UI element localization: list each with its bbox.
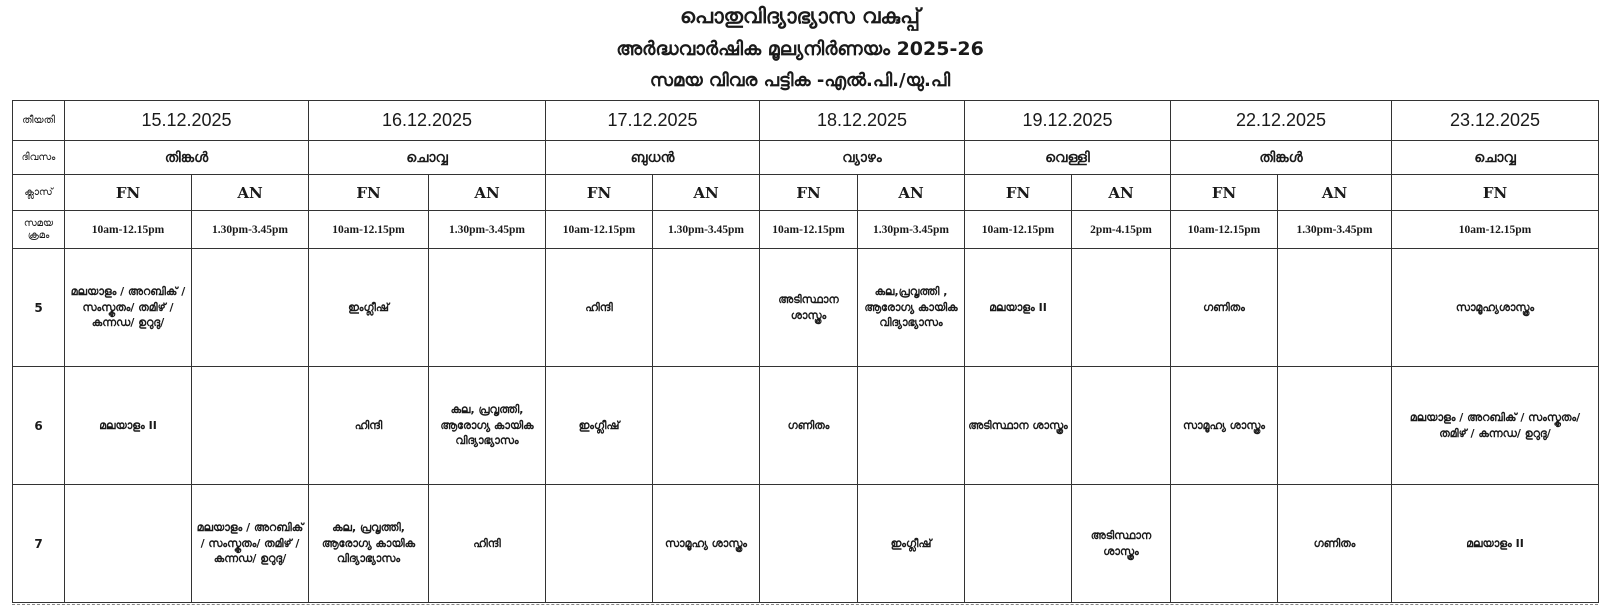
class-row: [13, 485, 1599, 603]
session-cell: FN: [1171, 175, 1278, 211]
date-cell: 17.12.2025: [546, 101, 760, 141]
subject-cell: ഹിന്ദി: [309, 367, 429, 485]
subject-cell: [760, 485, 858, 603]
date-cell: 16.12.2025: [309, 101, 546, 141]
subject-cell: ഹിന്ദി: [429, 485, 546, 603]
class-row-label: ക്ലാസ്: [13, 175, 65, 211]
session-cell: AN: [858, 175, 965, 211]
subject-cell: മലയാളം II: [1392, 485, 1599, 603]
time-cell: 10am-12.15pm: [546, 211, 653, 249]
subject-cell: മലയാളം / അറബിക് / സംസ്കൃതം/ തമിഴ് / കന്നഡ/ ഉറുദു/: [192, 485, 309, 603]
subject-cell: കല, പ്രവൃത്തി, ആരോഗ്യ കായിക വിദ്യാഭ്യാസം: [429, 367, 546, 485]
session-cell: FN: [546, 175, 653, 211]
subject-cell: മലയാളം / അറബിക് / സംസ്കൃതം/ തമിഴ് / കന്നഡ/ ഉറുദു/: [65, 249, 192, 367]
subject-cell: ഹിന്ദി: [546, 249, 653, 367]
subject-cell: [546, 485, 653, 603]
subject-cell: [65, 485, 192, 603]
time-cell: 1.30pm-3.45pm: [192, 211, 309, 249]
subject-cell: സാമൂഹ്യ ശാസ്ത്രം: [1171, 367, 1278, 485]
date-cell: 19.12.2025: [965, 101, 1171, 141]
session-cell: FN: [309, 175, 429, 211]
day-cell: വ്യാഴം: [760, 141, 965, 175]
exam-timetable: [12, 100, 1599, 603]
subject-cell: [1072, 367, 1171, 485]
subject-cell: ഇംഗ്ലീഷ്: [309, 249, 429, 367]
day-row: [13, 141, 1599, 175]
timetable-title: സമയ വിവര പട്ടിക -എൽ.പി./യു.പി: [649, 70, 951, 91]
session-cell: AN: [1278, 175, 1392, 211]
day-cell: വെള്ളി: [965, 141, 1171, 175]
session-cell: AN: [192, 175, 309, 211]
time-cell: 10am-12.15pm: [309, 211, 429, 249]
day-cell: തിങ്കൾ: [1171, 141, 1392, 175]
class-number: 6: [13, 367, 65, 485]
subject-cell: കല,പ്രവൃത്തി , ആരോഗ്യ കായിക വിദ്യാഭ്യാസം: [858, 249, 965, 367]
bottom-divider: [12, 604, 1598, 605]
exam-title: അർദ്ധവാർഷിക മൂല്യനിർണയം 2025-26: [616, 38, 984, 60]
subject-cell: [858, 367, 965, 485]
session-row: [13, 175, 1599, 211]
subject-cell: [429, 249, 546, 367]
subject-cell: സാമൂഹ്യശാസ്ത്രം: [1392, 249, 1599, 367]
day-cell: ചൊവ്വ: [1392, 141, 1599, 175]
time-cell: 1.30pm-3.45pm: [858, 211, 965, 249]
subject-cell: ഗണിതം: [760, 367, 858, 485]
session-cell: FN: [65, 175, 192, 211]
time-cell: 10am-12.15pm: [965, 211, 1072, 249]
subject-cell: [1278, 367, 1392, 485]
day-cell: ബുധൻ: [546, 141, 760, 175]
date-cell: 23.12.2025: [1392, 101, 1599, 141]
date-cell: 18.12.2025: [760, 101, 965, 141]
session-cell: FN: [1392, 175, 1599, 211]
subject-cell: [653, 367, 760, 485]
class-row: [13, 367, 1599, 485]
time-row: [13, 211, 1599, 249]
subject-cell: [1171, 485, 1278, 603]
subject-cell: [192, 249, 309, 367]
session-cell: FN: [965, 175, 1072, 211]
class-row: [13, 249, 1599, 367]
subject-cell: സാമൂഹ്യ ശാസ്ത്രം: [653, 485, 760, 603]
subject-cell: ഗണിതം: [1171, 249, 1278, 367]
time-cell: 1.30pm-3.45pm: [1278, 211, 1392, 249]
day-cell: തിങ്കൾ: [65, 141, 309, 175]
department-title: പൊതുവിദ്യാഭ്യാസ വകുപ്പ്: [680, 4, 920, 28]
class-number: 7: [13, 485, 65, 603]
time-cell: 10am-12.15pm: [65, 211, 192, 249]
date-cell: 15.12.2025: [65, 101, 309, 141]
subject-cell: മലയാളം / അറബിക് / സംസ്കൃതം/ തമിഴ് / കന്നഡ/ ഉറുദു/: [1392, 367, 1599, 485]
time-cell: 2pm-4.15pm: [1072, 211, 1171, 249]
time-cell: 10am-12.15pm: [1392, 211, 1599, 249]
day-cell: ചൊവ്വ: [309, 141, 546, 175]
subject-cell: അടിസ്ഥാന ശാസ്ത്രം: [1072, 485, 1171, 603]
session-cell: AN: [653, 175, 760, 211]
session-cell: FN: [760, 175, 858, 211]
subject-cell: [1278, 249, 1392, 367]
subject-cell: അടിസ്ഥാന ശാസ്ത്രം: [760, 249, 858, 367]
subject-cell: കല, പ്രവൃത്തി, ആരോഗ്യ കായിക വിദ്യാഭ്യാസം: [309, 485, 429, 603]
date-row-label: തീയതി: [13, 101, 65, 141]
subject-cell: [965, 485, 1072, 603]
time-cell: 10am-12.15pm: [760, 211, 858, 249]
subject-cell: ഗണിതം: [1278, 485, 1392, 603]
date-cell: 22.12.2025: [1171, 101, 1392, 141]
class-number: 5: [13, 249, 65, 367]
subject-cell: ഇംഗ്ലീഷ്: [546, 367, 653, 485]
subject-cell: ഇംഗ്ലീഷ്: [858, 485, 965, 603]
time-row-label: സമയ ക്രമം: [13, 211, 65, 249]
session-cell: AN: [429, 175, 546, 211]
subject-cell: [653, 249, 760, 367]
day-row-label: ദിവസം: [13, 141, 65, 175]
subject-cell: അടിസ്ഥാന ശാസ്ത്രം: [965, 367, 1072, 485]
time-cell: 1.30pm-3.45pm: [429, 211, 546, 249]
subject-cell: മലയാളം II: [65, 367, 192, 485]
subject-cell: [1072, 249, 1171, 367]
time-cell: 10am-12.15pm: [1171, 211, 1278, 249]
session-cell: AN: [1072, 175, 1171, 211]
subject-cell: [192, 367, 309, 485]
time-cell: 1.30pm-3.45pm: [653, 211, 760, 249]
date-row: [13, 101, 1599, 141]
subject-cell: മലയാളം II: [965, 249, 1072, 367]
